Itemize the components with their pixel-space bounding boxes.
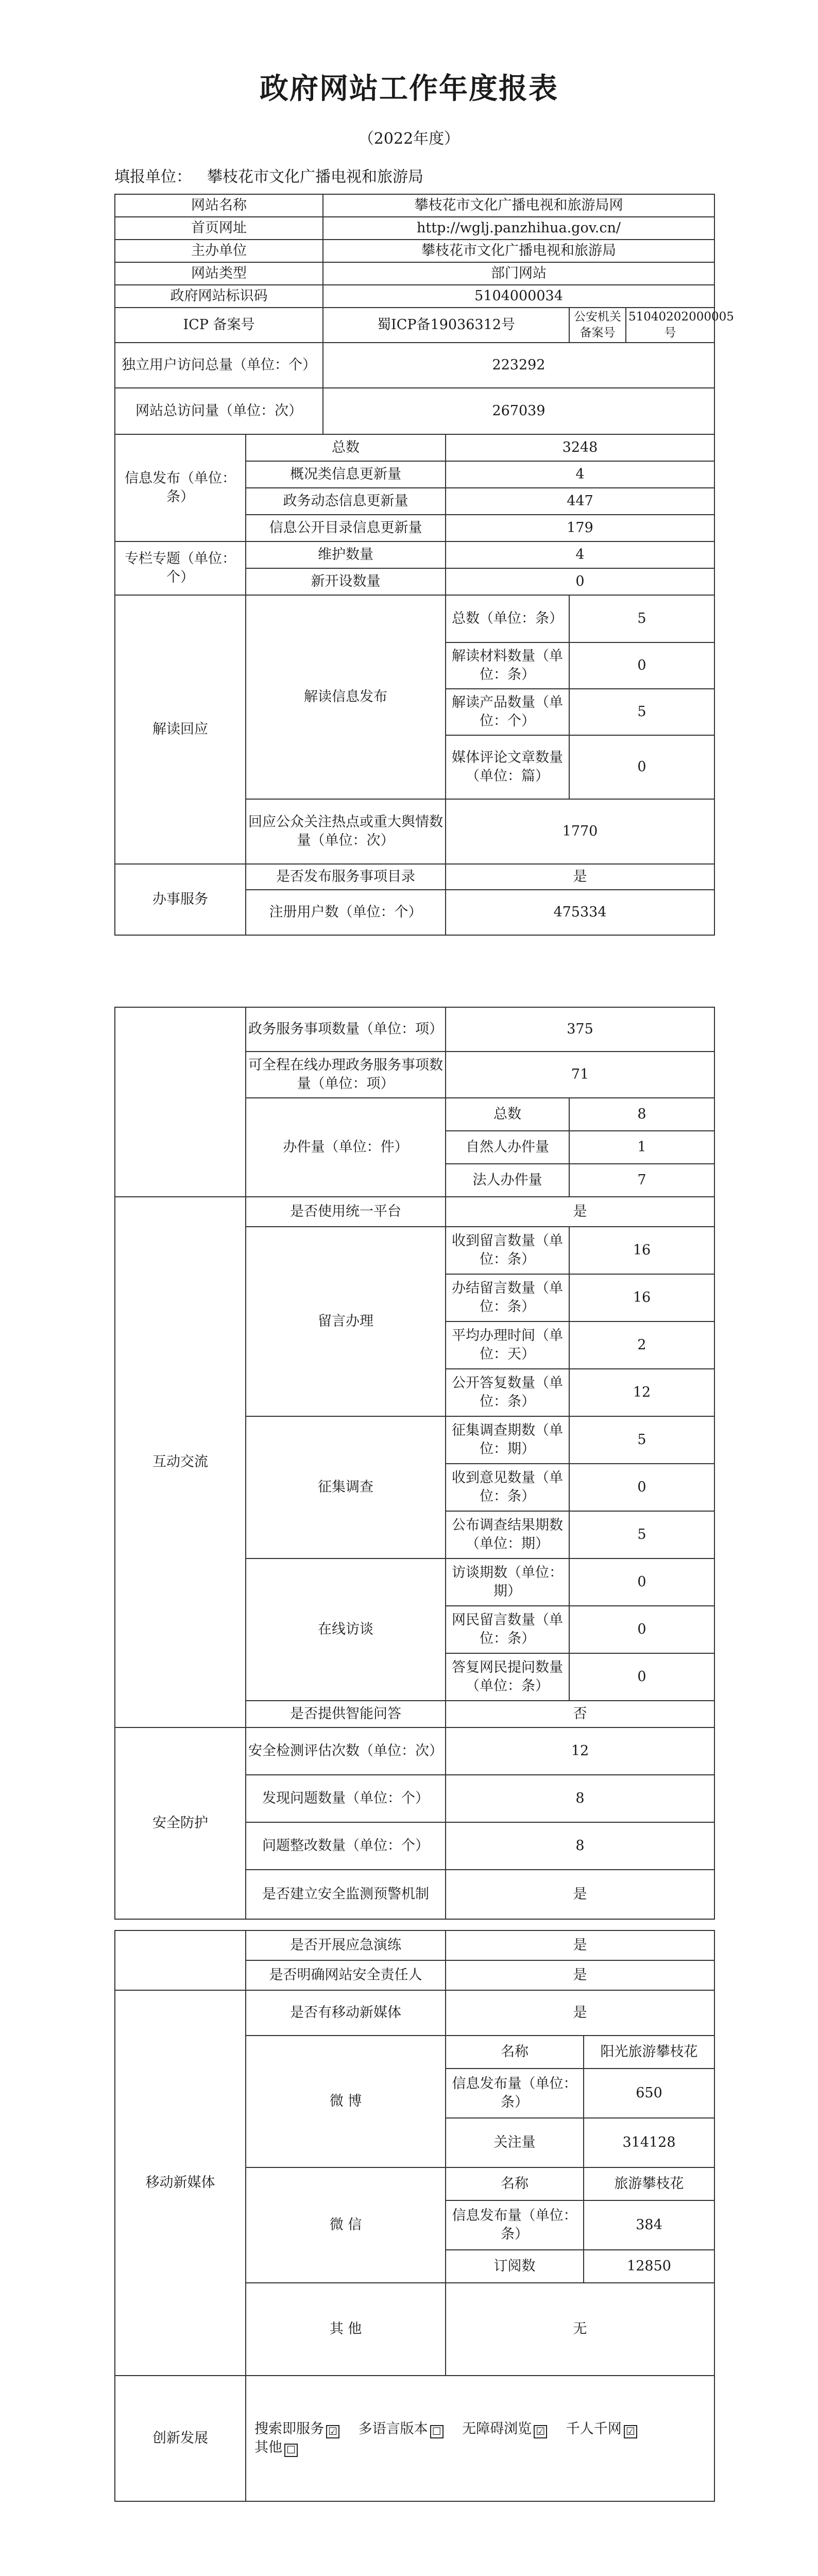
site-name-label: 网站名称 — [115, 194, 323, 217]
service-legal-value: 7 — [569, 1164, 714, 1197]
interact-group-label: 互动交流 — [115, 1197, 246, 1727]
wechat-label: 微 信 — [246, 2167, 446, 2283]
security-monitor-value: 是 — [446, 1870, 714, 1919]
interact-unified-value: 是 — [446, 1197, 714, 1227]
service-users-value: 475334 — [446, 890, 714, 935]
innovation-option-label: 无障碍浏览 — [462, 2420, 532, 2437]
topic-maintain-label: 维护数量 — [246, 541, 446, 568]
site-name-value: 攀枝花市文化广播电视和旅游局网 — [323, 194, 714, 217]
interact-talk-label: 在线访谈 — [246, 1558, 446, 1701]
icp-value: 蜀ICP备19036312号 — [323, 308, 569, 343]
police-value: 51040202000005号 — [626, 308, 714, 343]
interact-unified-label: 是否使用统一平台 — [246, 1197, 446, 1227]
empty-box-icon[interactable]: ☐ — [284, 2444, 298, 2457]
security-monitor-label: 是否建立安全监测预警机制 — [246, 1870, 446, 1919]
info-group-label: 信息发布（单位：条） — [115, 434, 246, 541]
mobile-has-value: 是 — [446, 1990, 714, 2036]
innovation-option-multilang[interactable] — [359, 2421, 444, 2437]
innovation-option-accessibility[interactable] — [462, 2421, 547, 2437]
interpret-material-value: 0 — [569, 642, 714, 689]
service-group-label: 办事服务 — [115, 864, 246, 935]
innovation-option-label: 千人千网 — [566, 2420, 622, 2437]
uv-value: 223292 — [323, 343, 714, 388]
service-users-label: 注册用户数（单位：个） — [246, 890, 446, 935]
uv-label: 独立用户访问总量（单位：个） — [115, 343, 323, 388]
service-volume-total-label: 总数 — [446, 1098, 569, 1131]
wechat-name-value: 旅游攀枝花 — [584, 2167, 714, 2200]
interpret-total-value: 5 — [569, 595, 714, 642]
security-owner-label: 是否明确网站安全责任人 — [246, 1960, 446, 1990]
interpret-material-label: 解读材料数量（单位：条） — [446, 642, 569, 689]
service-online-value: 71 — [446, 1052, 714, 1098]
msg-done-value: 16 — [569, 1274, 714, 1321]
page-title: 政府网站工作年度报表 — [260, 72, 558, 106]
service-catalog-label: 是否发布服务事项目录 — [246, 864, 446, 890]
talk-answer-label: 答复网民提问数量（单位：条） — [446, 1653, 569, 1701]
service-items-label: 政务服务事项数量（单位：项） — [246, 1007, 446, 1052]
service-items-value: 375 — [446, 1007, 714, 1052]
report-table-basic — [114, 194, 734, 936]
msg-avg-label: 平均办理时间（单位：天） — [446, 1321, 569, 1369]
topic-maintain-value: 4 — [446, 541, 714, 568]
site-id-value: 5104000034 — [323, 285, 714, 308]
filing-unit-label: 填报单位： — [114, 168, 192, 186]
mobile-group-label: 移动新媒体 — [115, 1990, 246, 2376]
interpret-total-label: 总数（单位：条） — [446, 595, 569, 642]
service-legal-label: 法人办件量 — [446, 1164, 569, 1197]
mobile-has-label: 是否有移动新媒体 — [246, 1990, 446, 2036]
interpret-sub-label: 解读信息发布 — [246, 595, 446, 799]
service-online-label: 可全程在线办理政务服务事项数量（单位：项） — [246, 1052, 446, 1098]
sponsor-value: 攀枝花市文化广播电视和旅游局 — [323, 240, 714, 262]
site-id-label: 政府网站标识码 — [115, 285, 323, 308]
talk-msg-label: 网民留言数量（单位：条） — [446, 1606, 569, 1653]
interpret-media-label: 媒体评论文章数量（单位：篇） — [446, 735, 569, 799]
talk-count-value: 0 — [569, 1558, 714, 1606]
msg-avg-value: 2 — [569, 1321, 714, 1369]
interpret-media-value: 0 — [569, 735, 714, 799]
report-year: （2022年度） — [358, 130, 460, 148]
weibo-name-label: 名称 — [446, 2036, 584, 2069]
empty-box-icon[interactable]: ☐ — [430, 2425, 444, 2438]
checked-box-icon[interactable]: ☑ — [534, 2425, 547, 2438]
wechat-posts-value: 384 — [584, 2200, 714, 2250]
info-total-value: 3248 — [446, 434, 714, 461]
interpret-group-label: 解读回应 — [115, 595, 246, 864]
service-catalog-value: 是 — [446, 864, 714, 890]
innovation-option-label: 多语言版本 — [358, 2420, 428, 2437]
interpret-respond-value: 1770 — [446, 799, 714, 864]
icp-label: ICP 备案号 — [115, 308, 323, 343]
innovation-option-label: 搜索即服务 — [254, 2420, 324, 2437]
interact-msg-label: 留言办理 — [246, 1227, 446, 1416]
interact-smart-label: 是否提供智能问答 — [246, 1701, 446, 1727]
service-volume-label: 办件量（单位：件） — [246, 1098, 446, 1197]
interpret-product-label: 解读产品数量（单位：个） — [446, 689, 569, 735]
survey-count-value: 5 — [569, 1416, 714, 1464]
security-drill-value: 是 — [446, 1930, 714, 1960]
info-total-label: 总数 — [246, 434, 446, 461]
checked-box-icon[interactable]: ☑ — [326, 2425, 339, 2438]
info-overview-value: 4 — [446, 461, 714, 488]
filing-unit-value: 攀枝花市文化广播电视和旅游局 — [207, 168, 423, 186]
security-found-label: 发现问题数量（单位：个） — [246, 1775, 446, 1822]
msg-received-value: 16 — [569, 1227, 714, 1274]
home-url-value: http://wglj.panzhihua.gov.cn/ — [323, 217, 714, 240]
security-group-label: 安全防护 — [115, 1727, 246, 1919]
security-group-label-cont — [115, 1930, 246, 1990]
info-news-label: 政务动态信息更新量 — [246, 488, 446, 515]
innovation-option-label: 其他 — [254, 2439, 282, 2455]
security-fixed-value: 8 — [446, 1822, 714, 1870]
filing-unit — [114, 164, 423, 187]
innovation-option-search[interactable] — [254, 2421, 339, 2437]
other-media-label: 其 他 — [246, 2283, 446, 2376]
security-check-label: 安全检测评估次数（单位：次） — [246, 1727, 446, 1775]
info-catalog-value: 179 — [446, 515, 714, 541]
wechat-name-label: 名称 — [446, 2167, 584, 2200]
topic-group-label: 专栏专题（单位：个） — [115, 541, 246, 595]
wechat-subs-label: 订阅数 — [446, 2250, 584, 2283]
security-owner-value: 是 — [446, 1960, 714, 1990]
report-table-interaction — [114, 1007, 715, 1920]
site-type-value: 部门网站 — [323, 262, 714, 285]
msg-public-value: 12 — [569, 1369, 714, 1416]
survey-result-value: 5 — [569, 1511, 714, 1558]
interpret-product-value: 5 — [569, 689, 714, 735]
talk-count-label: 访谈期数（单位：期） — [446, 1558, 569, 1606]
security-found-value: 8 — [446, 1775, 714, 1822]
talk-msg-value: 0 — [569, 1606, 714, 1653]
sponsor-label: 主办单位 — [115, 240, 323, 262]
weibo-label: 微 博 — [246, 2036, 446, 2167]
survey-opinion-value: 0 — [569, 1464, 714, 1511]
topic-new-value: 0 — [446, 568, 714, 595]
weibo-name-value: 阳光旅游攀枝花 — [584, 2036, 714, 2069]
wechat-posts-label: 信息发布量（单位：条） — [446, 2200, 584, 2250]
interpret-respond-label: 回应公众关注热点或重大舆情数量（单位：次） — [246, 799, 446, 864]
survey-count-label: 征集调查期数（单位：期） — [446, 1416, 569, 1464]
security-drill-label: 是否开展应急演练 — [246, 1930, 446, 1960]
interact-survey-label: 征集调查 — [246, 1416, 446, 1558]
info-catalog-label: 信息公开目录信息更新量 — [246, 515, 446, 541]
innovation-option-personalized[interactable] — [566, 2421, 637, 2437]
checked-box-icon[interactable]: ☑ — [624, 2425, 637, 2438]
home-url-label: 首页网址 — [115, 217, 323, 240]
service-group-label-cont — [115, 1007, 246, 1197]
security-check-value: 12 — [446, 1727, 714, 1775]
pv-label: 网站总访问量（单位：次） — [115, 388, 323, 434]
innovation-group-label: 创新发展 — [115, 2376, 246, 2501]
msg-public-label: 公开答复数量（单位：条） — [446, 1369, 569, 1416]
service-person-value: 1 — [569, 1131, 714, 1164]
talk-answer-value: 0 — [569, 1653, 714, 1701]
service-volume-total-value: 8 — [569, 1098, 714, 1131]
police-label: 公安机关备案号 — [569, 308, 626, 343]
survey-opinion-label: 收到意见数量（单位：条） — [446, 1464, 569, 1511]
weibo-posts-label: 信息发布量（单位：条） — [446, 2069, 584, 2118]
weibo-fans-value: 314128 — [584, 2118, 714, 2167]
info-overview-label: 概况类信息更新量 — [246, 461, 446, 488]
security-fixed-label: 问题整改数量（单位：个） — [246, 1822, 446, 1870]
msg-done-label: 办结留言数量（单位：条） — [446, 1274, 569, 1321]
site-type-label: 网站类型 — [115, 262, 323, 285]
survey-result-label: 公布调查结果期数（单位：期） — [446, 1511, 569, 1558]
wechat-subs-value: 12850 — [584, 2250, 714, 2283]
service-person-label: 自然人办件量 — [446, 1131, 569, 1164]
pv-value: 267039 — [323, 388, 714, 434]
innovation-options — [246, 2376, 714, 2501]
info-news-value: 447 — [446, 488, 714, 515]
other-media-value: 无 — [446, 2283, 714, 2376]
innovation-option-other[interactable] — [254, 2439, 298, 2455]
interact-smart-value: 否 — [446, 1701, 714, 1727]
weibo-posts-value: 650 — [584, 2069, 714, 2118]
topic-new-label: 新开设数量 — [246, 568, 446, 595]
report-table-media — [114, 1930, 715, 2502]
weibo-fans-label: 关注量 — [446, 2118, 584, 2167]
msg-received-label: 收到留言数量（单位：条） — [446, 1227, 569, 1274]
